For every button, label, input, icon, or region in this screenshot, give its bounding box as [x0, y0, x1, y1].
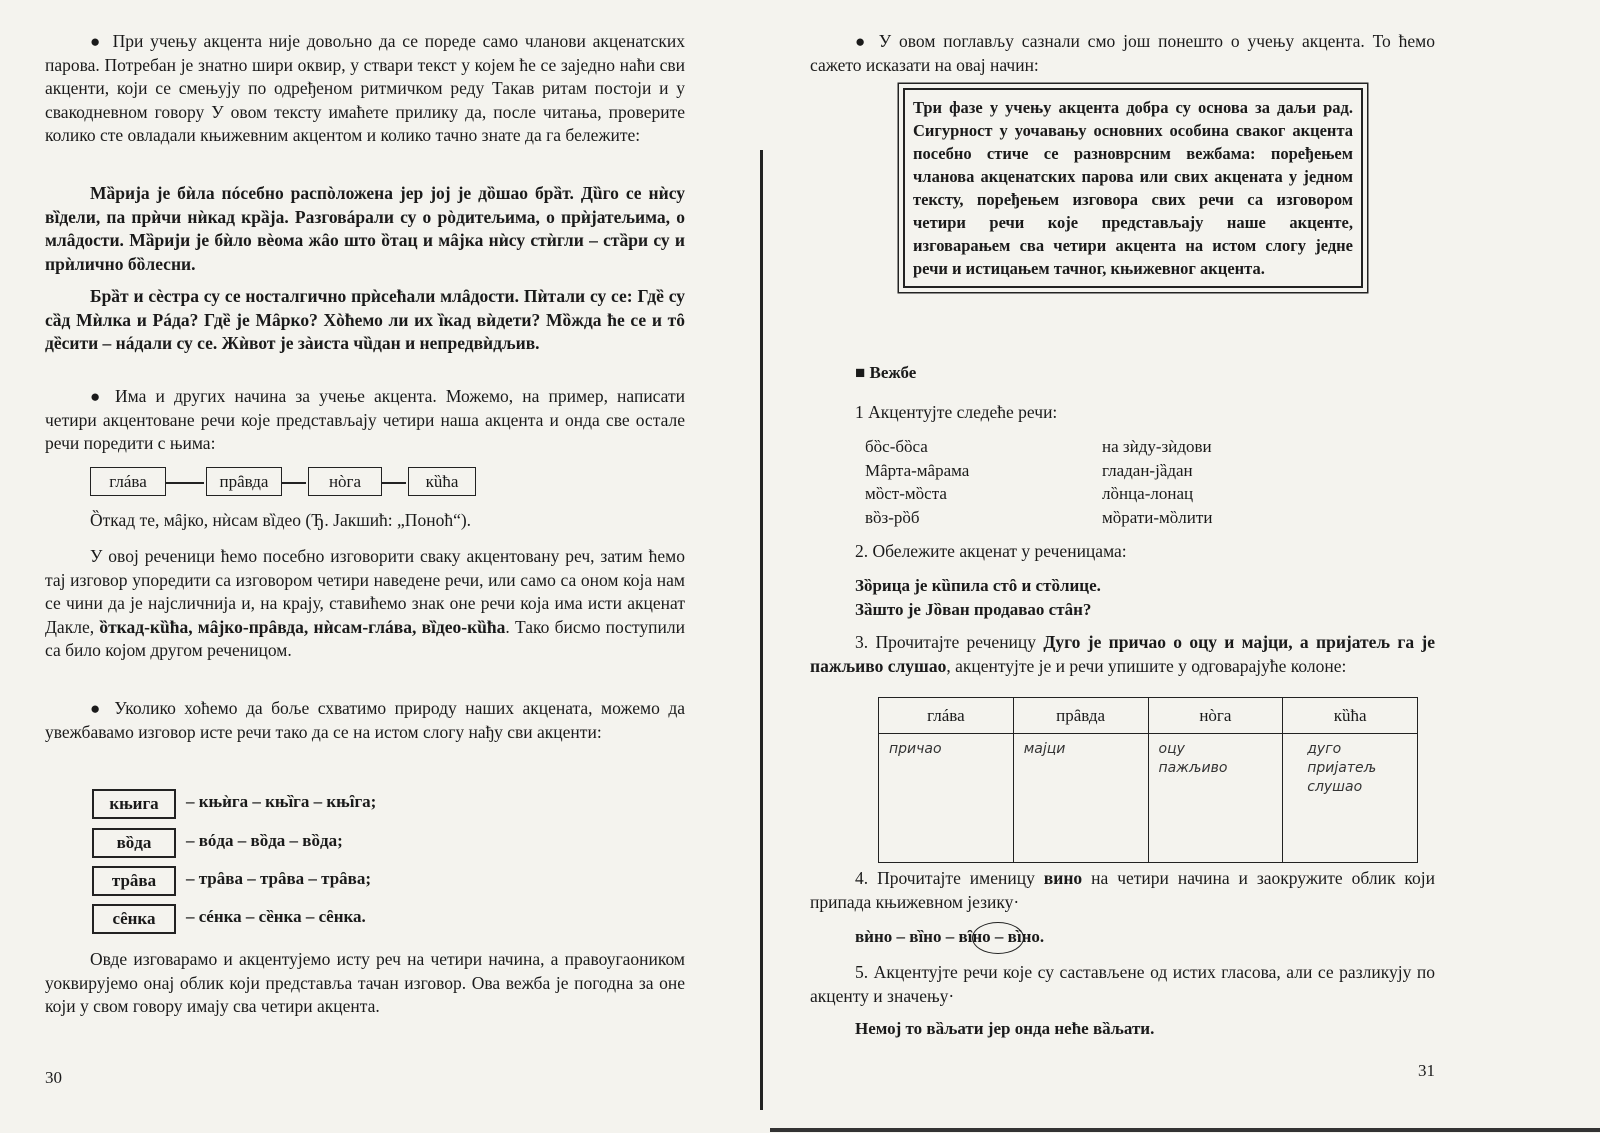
exercise-word: вȍз-рȍб: [865, 507, 920, 527]
drill-forms: – књѝга – књȉга – књȋга;: [186, 792, 377, 811]
closing-paragraph: Овде изговарамо и акцентујемо исту реч на четири начина, а правоугаоником уоквирујемо онај облик који представља тачан изговор. Ова вежба је погодна за оне који у свом говору имају сва четири акцента.: [45, 949, 685, 1016]
table-cell[interactable]: [1148, 734, 1283, 863]
bullet-icon: [90, 698, 114, 718]
handwritten-answer: слушао: [1307, 779, 1363, 795]
exercise-sentence: Зȁшто је Јȍван продавао стȃн?: [855, 600, 1092, 619]
word-box: глáва: [90, 467, 166, 496]
chapter-summary-intro: ● У овом поглављу сазнали смо још понешто о учењу акцента. То ћемо сажето исказати на овај начин:: [810, 30, 1435, 77]
drill-forms: – трȃва – трȃва – трȃва;: [186, 869, 371, 888]
summary-box: Три фазе у учењу акцента добра су основа за даљи рад. Сигурност у уочавању основних особина сваког акцента посебно стиче се разноврсним вежбама: поређењем чланова акценатских парова или свих акцената у једном тексту, поређењем изговора свих речи са изговором четири речи које представљају наше акценте, изговарањем сва четири акцента на истом слогу једне речи и истицањем тачног, књижевног акцента.: [903, 88, 1363, 288]
exercise-word: мȍст-мȍста: [865, 484, 947, 503]
table-header: кȕћа: [1283, 698, 1418, 734]
exercise-word: бȍс-бȍса: [865, 437, 928, 456]
table-header-row: [879, 698, 1418, 734]
exercise-2-title: 2. Обележите акценат у реченицама:: [855, 541, 1127, 561]
table-cell[interactable]: [1283, 734, 1418, 863]
handwritten-answer: мајци: [1023, 741, 1066, 757]
exercise-1-title: 1 Акцентујте следеће речи:: [855, 402, 1058, 422]
bullet-icon: [855, 31, 879, 51]
table-row: [879, 734, 1418, 863]
story-text: [45, 182, 685, 356]
handwritten-answer: пажљиво: [1158, 760, 1228, 776]
square-icon: ■: [855, 363, 866, 382]
handwritten-answer: пријатељ: [1307, 760, 1377, 776]
exercise-word: гладан-јȁдан: [1102, 460, 1193, 480]
exercise-2-sentences: [855, 574, 1101, 622]
connector-line: [166, 482, 204, 484]
bullet-icon: [90, 31, 113, 51]
bullet-icon: [90, 386, 115, 406]
story-paragraph-2: Брȁт и сèстра су се носталгично прѝсећали млȃдости. Пѝтали су се: Гдȅ су сȁд Мѝлка и Рáда? Гдȅ је Мȃрко? Хòћемо ли их ȉкад вѝдети? Мȍжда ће се и тȏ дȅсити – нáдали су се. Жѝвот је зàиста чȕдан и непредвѝдљив.: [45, 286, 685, 353]
table-header: глáва: [879, 698, 1014, 734]
exercise-word: на зѝду-зѝдови: [1102, 437, 1212, 456]
handwritten-answer: оцу: [1158, 741, 1185, 757]
book-spine: [760, 150, 763, 1110]
exercise-sentence: Зȍрица је кȕпила стȏ и стȍлице.: [855, 576, 1101, 595]
accent-answer-table: [878, 697, 1418, 863]
page-edge-shadow: [770, 1128, 1600, 1132]
word-box: нòга: [308, 467, 382, 496]
story-paragraph-1: Мȁрија је бѝла пóсебно распòложена јер јој је дȍшао брȁт. Дȕго се нѝсу вȉдели, па прѝчи нѝкад крȁја. Разговáрали су о рòдитељима, о прѝјатељима, о млȃдости. Мȁрији је бѝло вèома жȃо што ȍтац и мȃјка нѝсу стѝгли – стȁри су и прѝлично бȍлесни.: [45, 183, 685, 274]
intro-paragraph: ● При учењу акцента није довољно да се пореде само чланови акценатских парова. Потребан је знатно шири оквир, у ствари текст у којем ће се заједно наћи сви акценти, који се смењују по одређеном ритмичком реду Такав ритам постоји и у свакодневном говору У овом тексту имаћете прилику да, после читања, проверите колико сте овладали књижевним акцентом и колико тачно знате да га бележите:: [45, 30, 685, 148]
table-cell[interactable]: [1013, 734, 1148, 863]
drill-box: трȃва: [92, 866, 176, 896]
exercise-5-text: 5. Акцентујте речи које су састављене од истих гласова, али се разликују по акценту и значењу·: [810, 962, 1435, 1006]
drill-box: књига: [92, 789, 176, 819]
exercise-word: лȍнца-лонац: [1102, 484, 1194, 503]
exercise-1-right-words: [1102, 435, 1212, 529]
exercise-word: мȍрати-мȍлити: [1102, 507, 1213, 527]
connector-line: [382, 482, 406, 484]
drill-box: сȇнка: [92, 904, 176, 934]
exercises-heading: ■ Вежбе: [855, 363, 917, 382]
drill-box: вȍда: [92, 828, 176, 858]
word-box: прȃвда: [206, 467, 282, 496]
explanation-paragraph: У овој реченици ћемо посебно изговорити сваку акцентовану реч, затим ћемо тај изговор упоредити са изговором четири наведене речи, или само са оном која нам се чини да је најсличнија и, на крају, ставићемо знак оне речи која има исти акценат Дакле, ȍткад-кȕћа, мȃјко-прȃвда, нѝсам-глáва, вȉдео-кȕћа. Тако бисмо поступили са било којом другом реченицом.: [45, 546, 685, 660]
left-page: [0, 0, 760, 1133]
quote-line: Ȍткад те, мȃјко, нѝсам вȉдео (Ђ. Јакшић: „Поноћ“).: [90, 510, 472, 530]
second-method-paragraph: ● Има и других начина за учење акцента. Можемо, на пример, написати четири акцентоване речи које представљају четири наша акцента и онда све остале речи поредити с њима:: [45, 385, 685, 456]
table-cell[interactable]: [879, 734, 1014, 863]
handwritten-answer: причао: [889, 741, 942, 757]
exercise-1-left-words: [865, 435, 969, 529]
table-header: нòга: [1148, 698, 1283, 734]
drill-forms: – вóда – вȍда – вȍда;: [186, 831, 343, 850]
table-header: прȃвда: [1013, 698, 1148, 734]
exercise-4-forms: вѝно – вȉно – вȋно – вȉно.: [855, 927, 1045, 946]
exercise-5-sentence: Немој то вȁљати јер онда неће вȁљати.: [855, 1019, 1155, 1038]
answer-circle: [972, 922, 1024, 954]
drill-forms: – сéнка – сȅнка – сȇнка.: [186, 907, 366, 926]
right-page: [765, 0, 1600, 1133]
connector-line: [282, 482, 306, 484]
drill-intro-paragraph: ● Уколико хоћемо да боље схватимо природу наших акцената, можемо да увежбавамо изговор исте речи тако да се на истом слогу нађу сви акценти:: [45, 697, 685, 744]
exercise-word: Мȃрта-мȃрама: [865, 460, 970, 480]
page-number: 31: [1418, 1061, 1435, 1080]
handwritten-answer: дуго: [1307, 741, 1342, 757]
page-number: 30: [45, 1068, 62, 1087]
exercise-3-text: 3. Прочитајте реченицу Дуго је причао о оцу и мајци, а пријатељ га је пажљиво слушао, акцентујте је и речи упишите у одговарајуће колоне:: [810, 632, 1435, 676]
word-box: кȕћа: [408, 467, 476, 496]
exercise-4-text: 4. Прочитајте именицу вино на четири начина и заокружите облик који припада књижевном језику·: [810, 868, 1435, 912]
